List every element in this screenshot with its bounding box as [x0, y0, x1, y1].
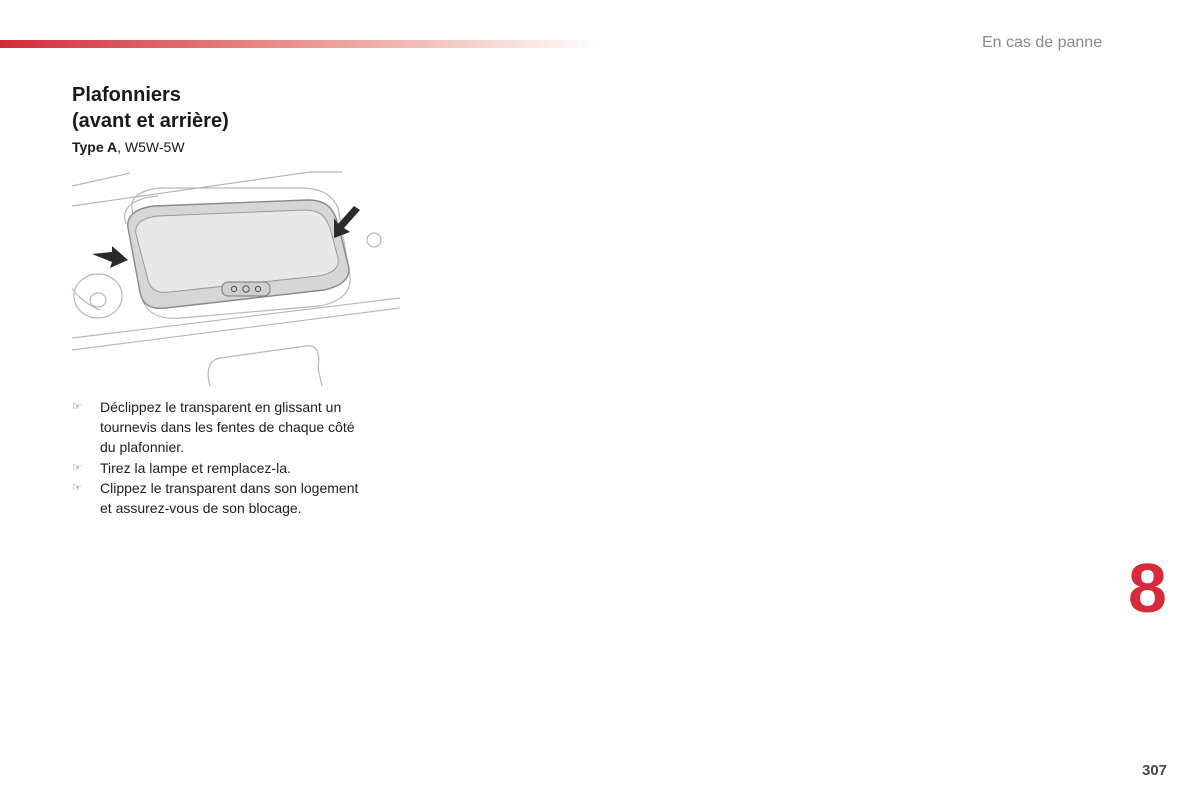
step-text: Tirez la lampe et remplacez-la. — [100, 459, 291, 476]
pointing-hand-icon: ☞ — [72, 401, 82, 413]
instruction-list — [72, 397, 392, 518]
list-item — [72, 397, 392, 458]
heading-line-1: Plafonniers — [72, 84, 181, 106]
step-text: tournevis dans les fentes de chaque côté — [100, 419, 355, 436]
lamp-type — [72, 139, 185, 155]
heading-line-2: (avant et arrière) — [72, 110, 229, 132]
step-text: et assurez-vous de son blocage. — [100, 500, 302, 517]
list-item — [72, 478, 392, 518]
pointing-hand-icon: ☞ — [72, 461, 82, 474]
lamp-type-label: Type A — [72, 139, 118, 155]
section-title: En cas de panne — [982, 34, 1103, 51]
ceiling-lamp-illustration — [70, 168, 400, 390]
header-accent-bar — [0, 40, 600, 48]
chapter-number: 8 — [1128, 549, 1167, 627]
lamp-type-value: , W5W-5W — [117, 139, 185, 155]
step-text: Déclippez le transparent en glissant un — [100, 399, 342, 415]
step-text: Clippez le transparent dans son logement — [100, 479, 359, 496]
step-text: du plafonnier. — [100, 439, 185, 456]
list-item — [72, 458, 392, 478]
page-number: 307 — [1142, 762, 1168, 779]
pointing-hand-icon: ☞ — [72, 481, 82, 494]
page-heading — [72, 82, 229, 134]
